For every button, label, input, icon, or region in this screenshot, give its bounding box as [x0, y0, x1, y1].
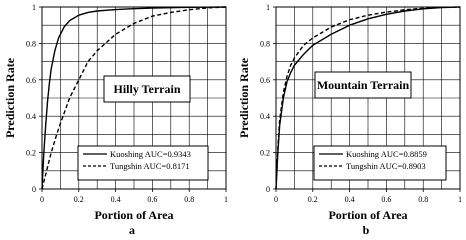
y-tick-label: 0 [266, 185, 270, 194]
chart-title: Mountain Terrain [316, 78, 410, 92]
x-tick-label: 1 [224, 195, 228, 204]
x-tick-label: 0.8 [418, 195, 429, 204]
x-axis-label: Portion of Area [328, 208, 408, 222]
legend-entry-2: Tungshin AUC=0.8903 [346, 161, 426, 171]
y-tick-label: 0.6 [26, 75, 36, 85]
x-tick-label: 0.2 [73, 195, 84, 204]
y-tick-label: 0 [32, 185, 36, 194]
legend [314, 146, 446, 180]
y-tick-label: 0.4 [260, 112, 270, 122]
chart-panel-b [237, 3, 462, 237]
y-tick-label: 1 [32, 3, 36, 12]
x-tick-label: 0.4 [110, 195, 121, 204]
x-tick-label: 0 [40, 195, 44, 204]
legend-entry-1: Kuoshing AUC=0.8859 [346, 149, 427, 159]
y-tick-label: 1 [266, 3, 270, 12]
y-tick-label: 0.8 [26, 39, 36, 49]
y-tick-label: 0.2 [26, 148, 36, 158]
x-tick-label: 1 [458, 195, 462, 204]
x-tick-label: 0.8 [184, 195, 195, 204]
x-tick-label: 0.6 [147, 195, 158, 204]
legend-entry-1: Kuoshing AUC=0.9343 [110, 149, 191, 159]
y-tick-label: 0.6 [260, 75, 270, 85]
legend [78, 146, 208, 180]
x-tick-label: 0.2 [307, 195, 318, 204]
x-tick-label: 0.6 [381, 195, 392, 204]
legend-entry-2: Tungshin AUC=0.8171 [110, 161, 190, 171]
panel-letter: a [129, 223, 135, 237]
chart-title: Hilly Terrain [113, 82, 181, 96]
chart-panel-a [3, 3, 228, 237]
x-tick-label: 0 [274, 195, 278, 204]
y-axis-label: Prediction Rate [3, 57, 17, 139]
x-tick-label: 0.4 [344, 195, 355, 204]
y-tick-label: 0.2 [260, 148, 270, 158]
panel-letter: b [362, 223, 370, 237]
x-axis-label: Portion of Area [94, 208, 174, 222]
y-tick-label: 0.8 [260, 39, 270, 49]
y-axis-label: Prediction Rate [237, 57, 251, 139]
y-tick-label: 0.4 [26, 112, 36, 122]
